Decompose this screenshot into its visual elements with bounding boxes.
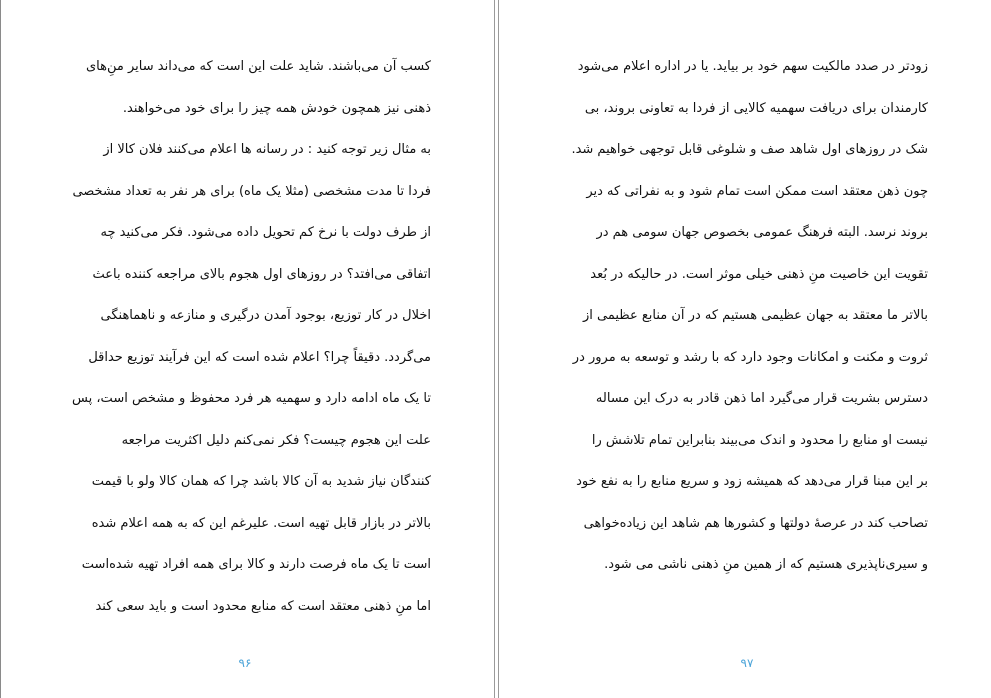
text-line: شک در روزهای اول شاهد صف و شلوغی قابل توجهی خواهیم شد. [571,142,928,157]
right-page-text [556,54,928,594]
page-number: ۹۶ [238,656,252,670]
text-line: بر این مبنا قرار می‌دهد که همیشه زود و سریع منابع را به نفع خود [576,474,928,489]
left-page [0,0,495,698]
text-line: بالاتر ما معتقد به جهان عظیمی هستیم که در آن منابع عظیمی از [583,308,928,323]
text-line: کنندگان نیاز شدید به آن کالا باشد چرا که همان کالا ولو با قیمت [91,474,431,489]
text-line: بالاتر در بازار قابل تهیه است. علیرغم این که به همه اعلام شده [91,515,431,531]
page-number: ۹۷ [740,656,754,670]
text-line: کارمندان برای دریافت سهمیه کالایی از فردا به تعاونی بروند، بی [584,100,928,116]
text-line: تا یک ماه ادامه دارد و سهمیه هر فرد محفوظ و مشخص است، پس [72,391,431,406]
text-line: چون ذهن معتقد است ممکن است تمام شود و به نفراتی که دیر [586,183,928,199]
text-line: ثروت و مکنت و امکانات وجود دارد که با رشد و توسعه به مرور در [572,349,928,365]
text-line: از طرف دولت با نرخ کم تحویل داده می‌شود. فکر می‌کنید چه [100,225,431,240]
text-line: اخلال در کار توزیع، بوجود آمدن درگیری و منازعه و ناهماهنگی [100,308,431,323]
text-line: اما منِ ذهنی معتقد است که منابع محدود است و باید سعی کند [95,598,431,614]
left-page-text [59,54,431,635]
text-line: به مثال زیر توجه کنید : در رسانه ها اعلام می‌کنند فلان کالا از [103,142,431,157]
right-page [499,0,991,698]
text-line: علت این هجوم چیست؟ فکر نمی‌کنم دلیل اکثریت مراجعه [121,432,431,448]
text-line: زودتر در صدد مالکیت سهم خود بر بیاید. یا در اداره اعلام می‌شود [577,59,928,74]
text-line: نیست او منابع را محدود و اندک می‌بیند بنابراین تمام تلاشش را [591,432,928,448]
text-line: است تا یک ماه فرصت دارند و کالا برای همه افراد تهیه شده‌است [81,557,431,572]
text-line: اتفاقی می‌افتد؟ در روزهای اول هجوم بالای مراجعه کننده باعث [92,266,431,282]
text-line: و سیری‌ناپذیری هستیم که از همین منِ ذهنی ناشی می شود. [604,557,928,572]
text-line: دسترس بشریت قرار می‌گیرد اما ذهن قادر به درک این مساله [595,391,928,406]
text-line: بروند نرسد. البته فرهنگ عمومی بخصوص جهان سومی هم در [596,225,928,240]
text-line: تصاحب کند در عرصهٔ دولتها و کشورها هم شاهد این زیاده‌خواهی [583,515,928,531]
text-line: کسب آن می‌باشند. شاید علت این است که می‌داند سایر منِ‌های [86,59,431,74]
text-line: ذهنی نیز همچون خودش همه چیز را برای خود می‌خواهند. [122,100,431,116]
text-line: فردا تا مدت مشخصی (مثلا یک ماه) برای هر نفر به تعداد مشخصی [72,183,431,199]
text-line: می‌گردد. دقیقاً چرا؟ اعلام شده است که این فرآیند توزیع حداقل [88,349,431,365]
text-line: تقویت این خاصیت منِ ذهنی خیلی موثر است. در حالیکه در بُعد [590,266,928,282]
